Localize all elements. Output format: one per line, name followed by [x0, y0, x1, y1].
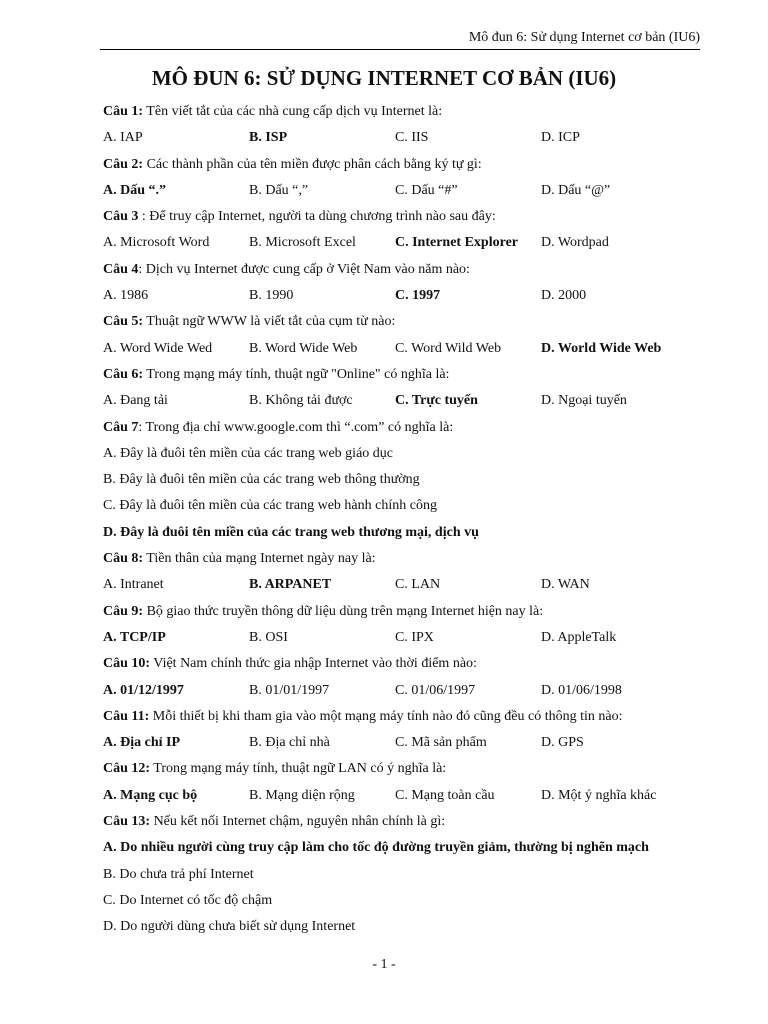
question-text: Mỗi thiết bị khi tham gia vào một mạng máy tính nào đó cũng đều có thông tin nào: [149, 708, 623, 724]
question-list [103, 99, 723, 941]
question-text: Bộ giao thức truyền thông dữ liệu dùng trên mạng Internet hiện nay là: [143, 603, 544, 619]
answer-option: B. 01/01/1997 [249, 682, 330, 698]
answer-option: B. Địa chỉ nhà [249, 735, 330, 751]
answer-option: B. Microsoft Excel [249, 235, 356, 251]
answer-option: B. Không tải được [249, 393, 353, 409]
answer-option: D. WAN [541, 577, 590, 593]
answer-options [103, 388, 723, 414]
answer-option: D. Dấu “@” [541, 182, 611, 198]
answer-option: D. 2000 [541, 288, 587, 304]
question-text: Tiền thân của mạng Internet ngày nay là: [143, 551, 376, 567]
question-number: Câu 3 [103, 209, 139, 225]
answer-option: D. GPS [541, 735, 584, 751]
answer-option: D. Một ý nghĩa khác [541, 787, 657, 803]
answer-option-correct: A. Mạng cục bộ [103, 787, 198, 803]
question-text: Nếu kết nối Internet chậm, nguyên nhân chính là gì: [150, 814, 446, 830]
answer-options [103, 730, 723, 756]
answer-option: C. LAN [395, 577, 441, 593]
answer-option-correct: B. ISP [249, 130, 288, 146]
question-number: Câu 2: [103, 156, 144, 172]
answer-option: A. IAP [103, 130, 143, 146]
question-text: : Để truy cập Internet, người ta dùng chương trình nào sau đây: [138, 209, 496, 225]
question-number: Câu 9: [103, 603, 144, 619]
answer-option: D. Ngoại tuyến [541, 393, 627, 409]
answer-option: A. Đang tải [103, 393, 168, 409]
answer-option: B. Đây là đuôi tên miền của các trang web thông thường [103, 472, 420, 488]
question-number: Câu 6: [103, 366, 144, 382]
question-number: Câu 1: [103, 104, 144, 119]
question-12 [103, 756, 723, 782]
answer-options [103, 178, 723, 204]
answer-options [103, 625, 723, 651]
answer-option: B. Word Wide Web [249, 340, 358, 356]
answer-option-correct: C. 1997 [395, 288, 441, 304]
question-number: Câu 4 [103, 261, 139, 277]
question-1 [103, 99, 723, 125]
page-title: MÔ ĐUN 6: SỬ DỤNG INTERNET CƠ BẢN (IU6) [151, 66, 617, 90]
question-number: Câu 12: [103, 761, 151, 777]
answer-option-correct: C. Trực tuyến [395, 393, 478, 409]
answer-option-correct: A. TCP/IP [103, 629, 166, 645]
answer-option: A. 1986 [103, 288, 149, 304]
answer-option: B. Mạng diện rộng [249, 787, 355, 803]
answer-option-correct: A. Dấu “.” [103, 182, 167, 198]
question-number: Câu 13: [103, 814, 151, 830]
answer-option: C. Đây là đuôi tên miền của các trang web hành chính công [103, 498, 437, 514]
answer-options [103, 572, 723, 598]
question-7 [103, 415, 723, 441]
answer-option-correct: B. ARPANET [249, 577, 332, 593]
answer-option-correct: C. Internet Explorer [395, 235, 518, 251]
question-13 [103, 809, 723, 835]
answer-option: D. AppleTalk [541, 629, 617, 645]
question-number: Câu 10: [103, 656, 151, 672]
question-9 [103, 599, 723, 625]
answer-option: B. Dấu “,” [249, 182, 309, 198]
question-5 [103, 309, 723, 335]
answer-option: C. Word Wild Web [395, 340, 502, 356]
answer-option: A. Microsoft Word [103, 235, 210, 251]
answer-option: A. Đây là đuôi tên miền của các trang web giáo dục [103, 445, 394, 461]
answer-option: B. Do chưa trả phí Internet [103, 866, 254, 882]
answer-option: B. OSI [249, 629, 288, 645]
answer-options [103, 230, 723, 256]
question-4 [103, 257, 723, 283]
question-number: Câu 7 [103, 419, 139, 435]
question-text: Trong mạng máy tính, thuật ngữ "Online" có nghĩa là: [143, 366, 450, 382]
answer-options [103, 125, 723, 151]
answer-option: D. 01/06/1998 [541, 682, 622, 698]
answer-option: D. Wordpad [541, 235, 609, 251]
answer-option-correct: A. Địa chỉ IP [103, 735, 180, 751]
question-10 [103, 651, 723, 677]
answer-option-correct: A. 01/12/1997 [103, 682, 184, 698]
answer-option: C. IPX [395, 629, 434, 645]
question-number: Câu 11: [103, 708, 150, 724]
answer-option: C. Mạng toàn cầu [395, 787, 495, 803]
question-6 [103, 362, 723, 388]
answer-option: B. 1990 [249, 288, 294, 304]
question-3 [103, 204, 723, 230]
question-text: : Dịch vụ Internet được cung cấp ở Việt Nam vào năm nào: [138, 261, 470, 277]
question-text: Tên viết tắt của các nhà cung cấp dịch vụ Internet là: [143, 104, 443, 119]
question-text: Trong mạng máy tính, thuật ngữ LAN có ý nghĩa là: [150, 761, 447, 777]
answer-option: D. ICP [541, 130, 580, 146]
answer-options [103, 678, 723, 704]
question-text: Thuật ngữ WWW là viết tắt của cụm từ nào: [143, 314, 396, 330]
answer-option: C. 01/06/1997 [395, 682, 476, 698]
answer-option-correct: D. Đây là đuôi tên miền của các trang web thương mại, dịch vụ [103, 524, 479, 540]
answer-option-correct: A. Do nhiều người cùng truy cập làm cho tốc độ đường truyền giảm, thường bị nghẽn mạch [103, 840, 649, 856]
answer-option: A. Intranet [103, 577, 164, 593]
question-11 [103, 704, 723, 730]
page-number: - 1 - [372, 957, 396, 972]
answer-option-correct: D. World Wide Web [541, 340, 662, 356]
question-number: Câu 8: [103, 551, 144, 567]
answer-options [103, 336, 723, 362]
answer-option: C. IIS [395, 130, 429, 146]
question-text: : Trong địa chỉ www.google.com thì “.com” có nghĩa là: [138, 419, 454, 435]
answer-option: C. Dấu “#” [395, 182, 458, 198]
answer-option: C. Do Internet có tốc độ chậm [103, 892, 273, 908]
answer-option: C. Mã sản phẩm [395, 735, 487, 751]
question-2 [103, 152, 723, 178]
question-text: Các thành phần của tên miền được phân cách bằng ký tự gì: [143, 156, 482, 172]
answer-options [103, 283, 723, 309]
question-number: Câu 5: [103, 314, 144, 330]
answer-option: D. Do người dùng chưa biết sử dụng Internet [103, 919, 356, 935]
question-8 [103, 546, 723, 572]
answer-option: A. Word Wide Wed [103, 340, 213, 356]
answer-options [103, 783, 723, 809]
question-text: Việt Nam chính thức gia nhập Internet vào thời điểm nào: [150, 656, 477, 672]
running-header: Mô đun 6: Sử dụng Internet cơ bản (IU6) [100, 30, 700, 50]
